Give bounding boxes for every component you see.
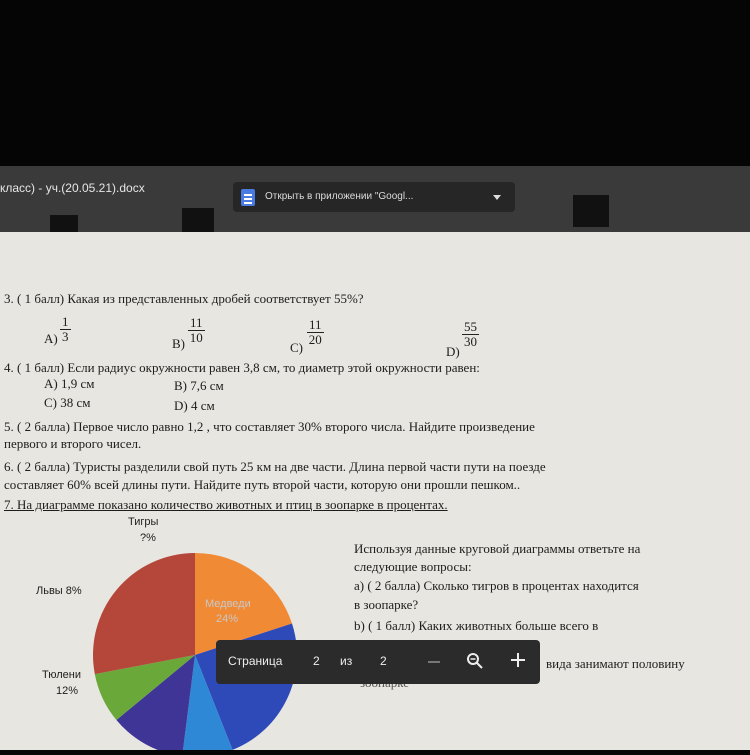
total-pages: 2: [380, 654, 387, 668]
question-5-line-1: 5. ( 2 балла) Первое число равно 1,2 , что составляет 30% второго числа. Найдите произведение: [4, 419, 535, 434]
q4-option-d: D) 4 см: [174, 398, 215, 413]
q3-a-numerator: 1: [62, 314, 69, 329]
q3-option-b-prefix: В): [172, 336, 185, 351]
q3-option-d-prefix: D): [446, 344, 460, 359]
pie-label-seals: Тюлени: [42, 669, 81, 681]
question-7: 7. На диаграмме показано количество животных и птиц в зоопарке в процентах.: [4, 497, 448, 512]
q3-option-c-prefix: С): [290, 340, 303, 355]
plus-icon-svg: [510, 652, 526, 668]
open-in-app-label: Открыть в приложении "Googl...: [265, 191, 414, 202]
zoom-icon[interactable]: [466, 652, 484, 673]
q3-b-numerator: 11: [190, 315, 203, 330]
question-3: 3. ( 1 балл) Какая из представленных дробей соответствует 55%?: [4, 291, 364, 306]
google-docs-icon: [241, 189, 255, 206]
question-6-line-2: составляет 60% всей длины пути. Найдите путь второй части, которую они прошли пешком..: [4, 477, 521, 492]
q7-text-line-4: в зоопарке?: [354, 597, 419, 612]
q3-option-c-fraction: [307, 318, 324, 347]
q3-d-numerator: 55: [464, 319, 477, 334]
q7-text-line-2: следующие вопросы:: [354, 559, 472, 574]
question-4: 4. ( 1 балл) Если радиус окружности равен 3,8 см, то диаметр этой окружности равен:: [4, 360, 480, 375]
q7-text-line-1: Используя данные круговой диаграммы ответьте на: [354, 541, 641, 556]
q3-option-b-fraction: [188, 316, 205, 345]
open-in-app-button[interactable]: [233, 182, 515, 212]
pdf-page-toolbar: [216, 640, 540, 684]
q3-d-denominator: 30: [464, 334, 477, 349]
chevron-down-icon[interactable]: [493, 195, 501, 200]
question-5-line-2: первого и второго чисел.: [4, 436, 142, 451]
of-label: из: [340, 654, 353, 668]
q4-option-b: В) 7,6 см: [174, 378, 224, 393]
pie-slice-unlabeled-5: [93, 553, 195, 674]
q3-option-a-prefix: А): [44, 331, 58, 346]
pie-label-tigers-percent: ?%: [140, 532, 156, 544]
q3-option-d-fraction: [462, 320, 479, 349]
page-label: Страница: [228, 654, 283, 668]
decorative-square: [573, 195, 609, 227]
pie-label-lions: Львы 8%: [36, 585, 82, 597]
pie-label-tigers: Тигры: [128, 516, 159, 528]
q4-option-a: А) 1,9 см: [44, 376, 95, 391]
question-6-line-1: 6. ( 2 балла) Туристы разделили свой путь 25 км на две части. Длина первой части пути на поезде: [4, 459, 546, 474]
pie-chart-svg: [40, 505, 360, 750]
q7-text-line-6: вида занимают половину: [546, 656, 685, 671]
q4-option-c: С) 38 см: [44, 395, 91, 410]
document-title: класс) - уч.(20.05.21).docx: [0, 181, 145, 195]
pie-label-bears: Медведи: [205, 598, 251, 610]
pie-label-seals-percent: 12%: [56, 685, 79, 697]
q3-c-denominator: 20: [308, 332, 322, 347]
q3-a-denominator: 3: [62, 329, 69, 344]
minus-icon[interactable]: [428, 661, 440, 663]
zoom-icon-svg: [466, 652, 484, 670]
q7-text-line-5: b) ( 1 балл) Каких животных больше всего в: [354, 618, 599, 633]
plus-icon[interactable]: [510, 652, 526, 671]
q3-b-denominator: 10: [189, 330, 203, 345]
pie-label-bears-percent: 24%: [216, 613, 239, 625]
q3-option-a-fraction: [60, 315, 71, 344]
pie-chart: [40, 505, 360, 750]
q3-c-numerator: 11: [309, 317, 322, 332]
q7-text-line-3: а) ( 2 балла) Сколько тигров в процентах находится: [354, 578, 639, 593]
current-page-input[interactable]: 2: [313, 654, 320, 668]
